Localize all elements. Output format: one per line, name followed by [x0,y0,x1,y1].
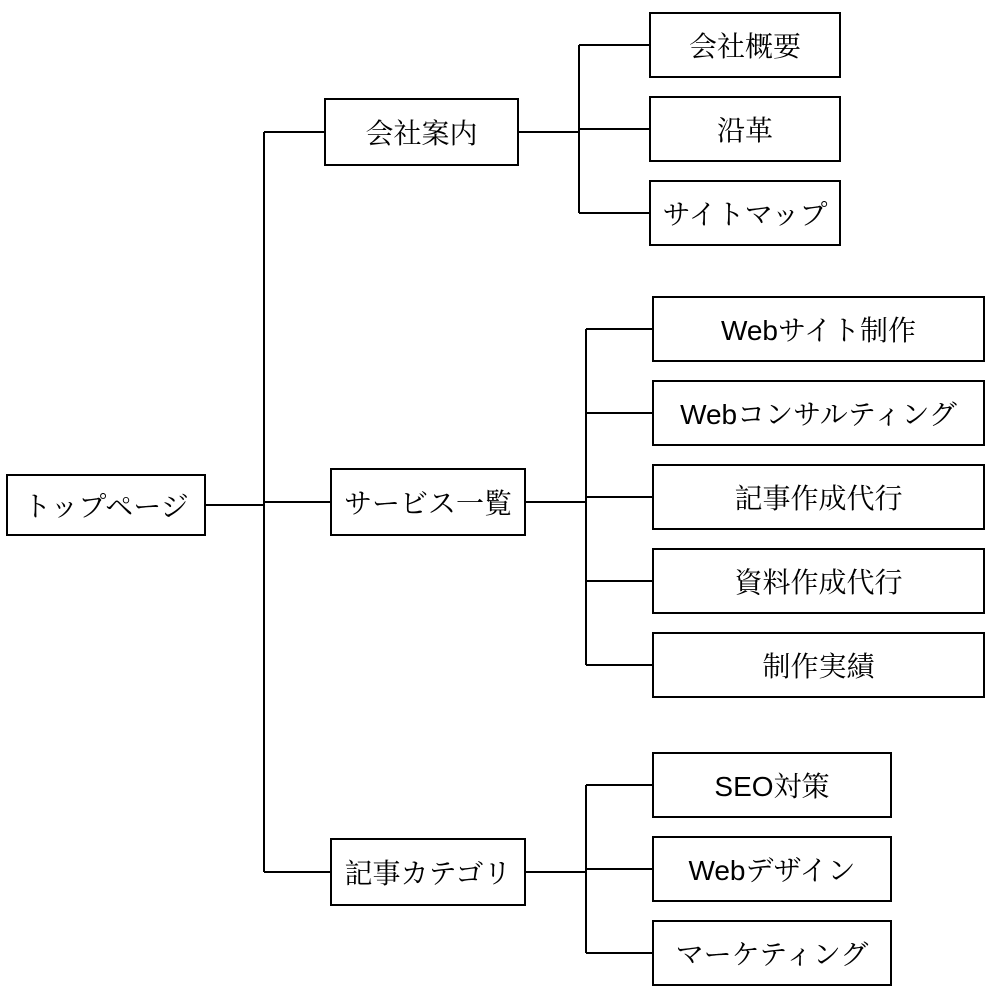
node-branch-サービス一覧[interactable] [330,468,526,536]
node-root-トップページ[interactable] [6,474,206,536]
node-label: 会社概要 [688,31,801,62]
connector-spine-to-branch-1 [264,501,330,503]
node-branch-記事カテゴリ[interactable] [330,838,526,906]
connector-subspine-to-child-0-0 [579,44,649,46]
node-label: Webサイト制作 [720,315,917,346]
node-label: サービス一覧 [343,488,512,519]
connector-subspine-to-child-0-1 [579,128,649,130]
connector-spine-to-branch-2 [264,871,330,873]
node-label: 沿革 [716,115,773,146]
node-label: Webコンサルティング [680,399,957,430]
node-label: トップページ [23,491,189,522]
node-label: 記事作成代行 [734,483,903,514]
connector-branch-to-subspine-1 [526,501,586,503]
node-label: 会社案内 [365,118,478,149]
node-child-Webコンサルティング[interactable] [652,380,985,446]
node-child-制作実績[interactable] [652,632,985,698]
connector-subspine-to-child-2-0 [586,784,652,786]
connector-root-trunk [206,504,264,506]
node-child-サイトマップ[interactable] [649,180,841,246]
connector-subspine-to-child-2-1 [586,868,652,870]
connector-subspine-to-child-1-0 [586,328,652,330]
connector-branch-to-subspine-2 [526,871,586,873]
node-label: SEO対策 [714,771,830,802]
node-child-マーケティング[interactable] [652,920,892,986]
connector-subspine-to-child-1-4 [586,664,652,666]
node-label: 記事カテゴリ [344,858,512,889]
connector-spine-to-branch-0 [264,131,324,133]
node-label: Webデザイン [688,855,856,886]
node-child-沿革[interactable] [649,96,841,162]
connector-subspine-to-child-0-2 [579,212,649,214]
node-label: サイトマップ [662,199,828,230]
connector-subspine-to-child-2-2 [586,952,652,954]
node-child-資料作成代行[interactable] [652,548,985,614]
node-label: マーケティング [675,939,869,970]
node-child-SEO対策[interactable] [652,752,892,818]
connector-branch-to-subspine-0 [519,131,579,133]
connector-subspine-to-child-1-2 [586,496,652,498]
node-child-Webデザイン[interactable] [652,836,892,902]
connector-subspine-to-child-1-3 [586,580,652,582]
connector-subspine-to-child-1-1 [586,412,652,414]
node-label: 制作実績 [762,651,875,682]
node-child-Webサイト制作[interactable] [652,296,985,362]
node-child-記事作成代行[interactable] [652,464,985,530]
node-label: 資料作成代行 [734,567,903,598]
node-branch-会社案内[interactable] [324,98,519,166]
node-child-会社概要[interactable] [649,12,841,78]
